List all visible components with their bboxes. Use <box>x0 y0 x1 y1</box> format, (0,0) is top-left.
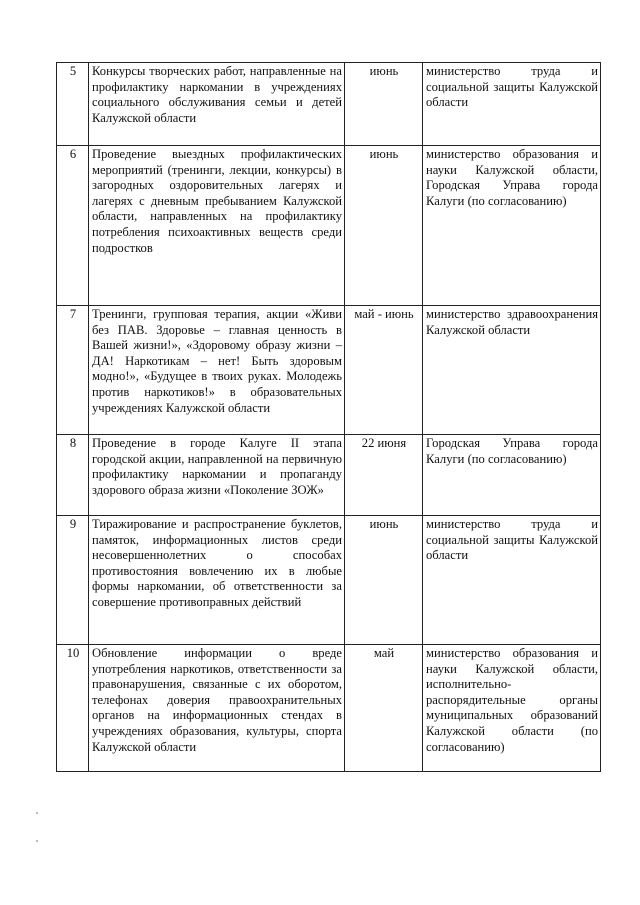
responsible-cell: министерство труда и социальной защиты Калужской области <box>423 516 601 645</box>
scan-speck <box>36 840 38 842</box>
row-number: 6 <box>57 146 89 306</box>
period-cell: май - июнь <box>345 306 423 435</box>
activity-cell: Тиражирование и распространение буклетов, памяток, информационных листов среди несовершеннолетних о способах противостояния вовлечению их в любые формы наркомании, об ответственности за совершение противоправных действий <box>89 516 345 645</box>
responsible-cell: министерство труда и социальной защиты Калужской области <box>423 63 601 146</box>
period-cell: июнь <box>345 146 423 306</box>
activity-cell: Тренинги, групповая терапия, акции «Живи без ПАВ. Здоровье – главная ценность в Вашей жизни!», «Здоровому образу жизни – ДА! Наркотикам – нет! Быть здоровым модно!», «Будущее в твоих руках. Молодежь против наркотиков!» в образовательных учреждениях Калужской области <box>89 306 345 435</box>
table-row <box>57 306 601 435</box>
table-row <box>57 645 601 772</box>
activity-cell: Проведение выездных профилактических мероприятий (тренинги, лекции, конкурсы) в загородных оздоровительных лагерях и лагерях с дневным пребыванием Калужской области, направленных на профилактику потребления психоактивных веществ среди подростков <box>89 146 345 306</box>
responsible-cell: министерство образования и науки Калужской области, исполнительно-распорядительные органы муниципальных образований Калужской области (по согласованию) <box>423 645 601 772</box>
responsible-cell: Городская Управа города Калуги (по согласованию) <box>423 435 601 516</box>
row-number: 5 <box>57 63 89 146</box>
activity-cell: Конкурсы творческих работ, направленные на профилактику наркомании в учреждениях социального обслуживания семьи и детей Калужской области <box>89 63 345 146</box>
period-cell: июнь <box>345 516 423 645</box>
table-row <box>57 146 601 306</box>
action-plan-table <box>56 62 601 772</box>
responsible-cell: министерство образования и науки Калужской области, Городская Управа города Калуги (по согласованию) <box>423 146 601 306</box>
activity-cell: Проведение в городе Калуге II этапа городской акции, направленной на первичную профилактику наркомании и пропаганду здорового образа жизни «Поколение ЗОЖ» <box>89 435 345 516</box>
period-cell: май <box>345 645 423 772</box>
row-number: 10 <box>57 645 89 772</box>
table-row <box>57 435 601 516</box>
responsible-cell: министерство здравоохранения Калужской области <box>423 306 601 435</box>
table-row <box>57 63 601 146</box>
row-number: 9 <box>57 516 89 645</box>
table-row <box>57 516 601 645</box>
row-number: 8 <box>57 435 89 516</box>
activity-cell: Обновление информации о вреде употребления наркотиков, ответственности за правонарушения, связанные с их оборотом, телефонах доверия правоохранительных органов на информационных стендах в учреждениях образования, культуры, спорта Калужской области <box>89 645 345 772</box>
period-cell: 22 июня <box>345 435 423 516</box>
scan-speck <box>36 812 38 814</box>
row-number: 7 <box>57 306 89 435</box>
period-cell: июнь <box>345 63 423 146</box>
